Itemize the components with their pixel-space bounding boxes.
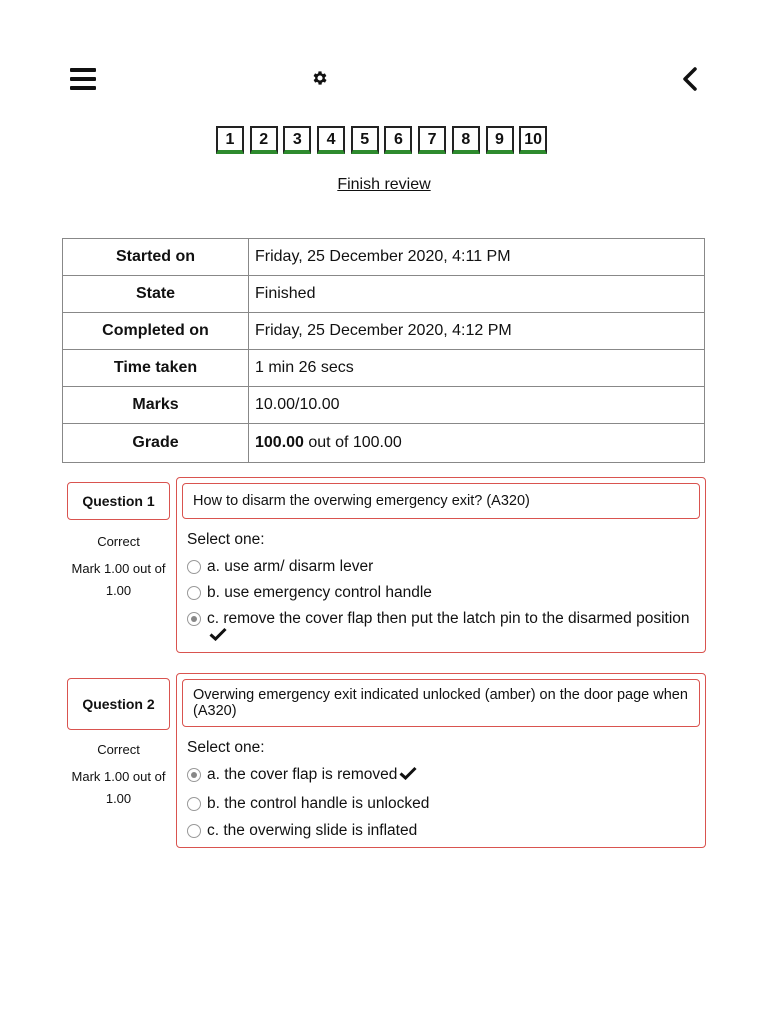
summary-row	[63, 387, 705, 424]
question-nav-button[interactable]: 1	[216, 126, 244, 154]
answer-option-label: c. the overwing slide is inflated	[207, 822, 418, 839]
answer-option-label: b. the control handle is unlocked	[207, 795, 430, 812]
question-navigation	[216, 126, 547, 154]
question-nav-button[interactable]: 2	[250, 126, 278, 154]
answer-option[interactable]	[187, 558, 700, 575]
summary-row	[63, 239, 705, 276]
question-text: Overwing emergency exit indicated unlocked (amber) on the door page when (A320)	[182, 679, 700, 727]
gear-icon[interactable]	[311, 69, 329, 87]
select-one-label: Select one:	[187, 531, 265, 548]
question-state: Correct	[97, 742, 140, 757]
summary-row-grade	[63, 424, 705, 463]
radio-button-selected[interactable]	[187, 612, 201, 626]
summary-row-label: Grade	[63, 424, 249, 463]
summary-row-value: Finished	[249, 276, 705, 313]
answer-option[interactable]	[187, 822, 700, 839]
summary-row-value: 10.00/10.00	[249, 387, 705, 424]
answer-option-label: b. use emergency control handle	[207, 584, 432, 601]
top-bar	[0, 60, 768, 96]
summary-row-label: Started on	[63, 239, 249, 276]
summary-row	[63, 313, 705, 350]
radio-button[interactable]	[187, 560, 201, 574]
question-content	[176, 477, 706, 653]
radio-button-selected[interactable]	[187, 768, 201, 782]
question-number: Question 1	[67, 482, 170, 520]
question-nav-button[interactable]: 5	[351, 126, 379, 154]
question-nav-button[interactable]: 8	[452, 126, 480, 154]
answer-option-label-wrap	[207, 766, 417, 783]
answer-option[interactable]	[187, 584, 700, 601]
answer-option-label-wrap	[207, 610, 700, 644]
grade-out-of: out of 100.00	[303, 434, 402, 451]
question-nav-button[interactable]: 7	[418, 126, 446, 154]
summary-row-label: Completed on	[63, 313, 249, 350]
summary-row	[63, 276, 705, 313]
finish-review-link[interactable]: Finish review	[337, 176, 431, 193]
question-info	[67, 678, 170, 810]
chevron-left-icon[interactable]	[678, 66, 702, 92]
radio-button[interactable]	[187, 797, 201, 811]
answer-option-selected[interactable]	[187, 766, 700, 783]
question-number: Question 2	[67, 678, 170, 730]
question-state: Correct	[97, 534, 140, 549]
hamburger-menu-icon[interactable]	[70, 68, 96, 90]
question-content	[176, 673, 706, 848]
question-mark: Mark 1.00 out of 1.00	[71, 769, 166, 806]
question-nav-button[interactable]: 10	[519, 126, 547, 154]
question-nav-button[interactable]: 9	[486, 126, 514, 154]
summary-row	[63, 350, 705, 387]
finish-review-container	[0, 176, 768, 194]
question-nav-button[interactable]: 6	[384, 126, 412, 154]
checkmark-icon	[209, 627, 227, 641]
question-nav-button[interactable]: 4	[317, 126, 345, 154]
radio-button[interactable]	[187, 824, 201, 838]
grade-score: 100.00	[255, 434, 304, 451]
radio-button[interactable]	[187, 586, 201, 600]
attempt-summary-table	[62, 238, 705, 463]
summary-row-value: 1 min 26 secs	[249, 350, 705, 387]
question-info	[67, 482, 170, 602]
summary-row-value: Friday, 25 December 2020, 4:12 PM	[249, 313, 705, 350]
question-nav-button[interactable]: 3	[283, 126, 311, 154]
summary-row-label: Marks	[63, 387, 249, 424]
summary-row-value	[249, 424, 705, 463]
summary-row-label: State	[63, 276, 249, 313]
select-one-label: Select one:	[187, 739, 265, 756]
answer-option-selected[interactable]	[187, 610, 700, 644]
summary-row-value: Friday, 25 December 2020, 4:11 PM	[249, 239, 705, 276]
answer-option-label: c. remove the cover flap then put the latch pin to the disarmed position	[207, 610, 690, 627]
summary-row-label: Time taken	[63, 350, 249, 387]
answer-option-label: a. use arm/ disarm lever	[207, 558, 374, 575]
question-text: How to disarm the overwing emergency exit? (A320)	[182, 483, 700, 519]
answer-option-label: a. the cover flap is removed	[207, 766, 398, 783]
question-mark: Mark 1.00 out of 1.00	[71, 561, 166, 598]
answer-option[interactable]	[187, 795, 700, 812]
checkmark-icon	[399, 766, 417, 780]
